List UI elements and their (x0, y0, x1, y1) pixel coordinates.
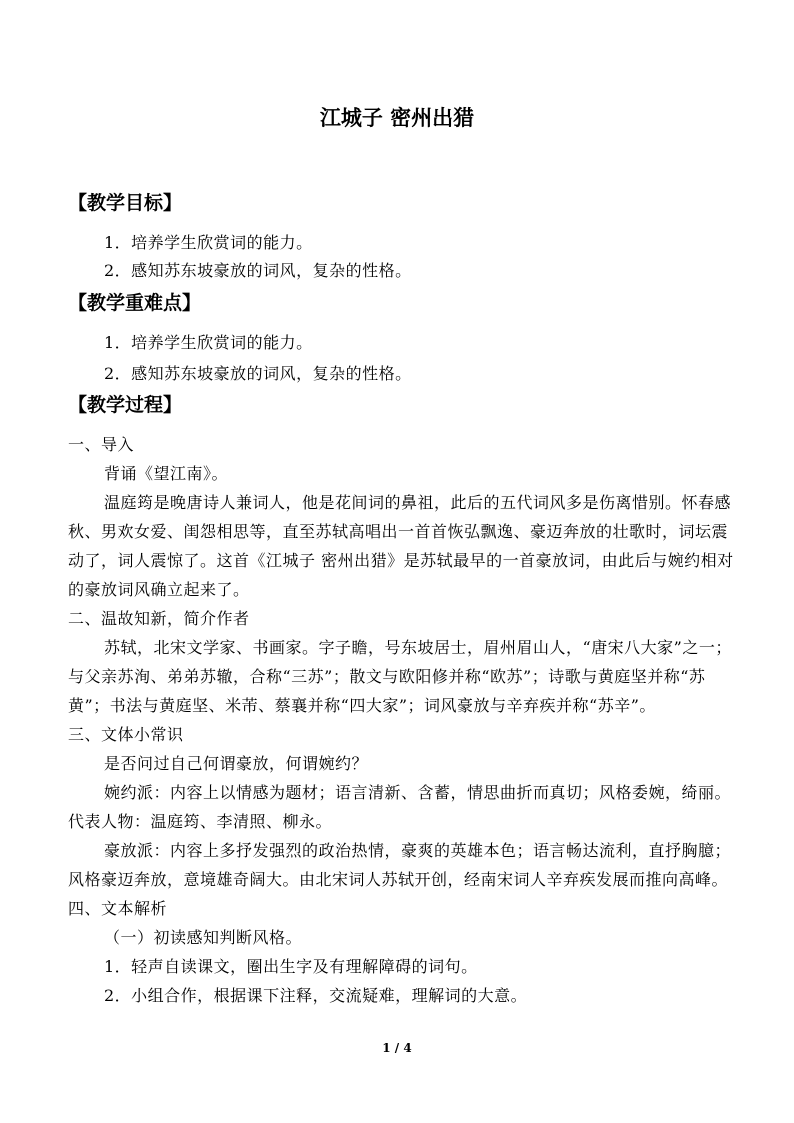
list-item: 2．感知苏东坡豪放的词风，复杂的性格。 (104, 364, 412, 383)
section-heading-key-points: 【教学重难点】 (68, 292, 202, 314)
subsection-heading-author: 二、温故知新，简介作者 (68, 609, 250, 628)
paragraph-line: 苏轼，北宋文学家、书画家。字子瞻，号东坡居士，眉州眉山人，“唐宋八大家”之一； (104, 638, 732, 657)
section-heading-goals: 【教学目标】 (68, 192, 183, 214)
list-item: 2．小组合作，根据课下注释，交流疑难，理解词的大意。 (104, 986, 528, 1005)
paragraph-line: 豪放派：内容上多抒发强烈的政治热情，豪爽的英雄本色；语言畅达流利，直抒胸臆； (104, 841, 732, 860)
paragraph-line: 风格豪迈奔放，意境雄奇阔大。由北宋词人苏轼开创，经南宋词人辛弃疾发展而推向高峰。 (68, 870, 729, 889)
subsection-heading-intro: 一、导入 (68, 435, 135, 454)
paragraph-line: （一）初读感知判断风格。 (104, 928, 303, 947)
paragraph-line: 代表人物：温庭筠、李清照、柳永。 (68, 812, 333, 831)
section-heading-process: 【教学过程】 (68, 394, 183, 416)
list-item: 1．轻声自读课文，圈出生字及有理解障碍的词句。 (104, 957, 478, 976)
subsection-heading-analysis: 四、文本解析 (68, 899, 168, 918)
page-number: 1 / 4 (382, 1041, 412, 1055)
paragraph-line: 秋、男欢女爱、闺怨相思等，直至苏轼高唱出一首首恢弘飘逸、豪迈奔放的壮歌时，词坛震 (68, 522, 729, 541)
paragraph-line: 动了，词人震惊了。这首《江城子 密州出猎》是苏轼最早的一首豪放词，由此后与婉约相对 (68, 551, 734, 570)
paragraph-line: 婉约派：内容上以情感为题材；语言清新、含蓄，情思曲折而真切；风格委婉，绮丽。 (104, 783, 732, 802)
list-item: 1．培养学生欣赏词的能力。 (104, 233, 313, 252)
paragraph-line: 是否问过自己何谓豪放，何谓婉约？ (104, 754, 369, 773)
document-title: 江城子 密州出猎 (319, 105, 475, 130)
subsection-heading-genre: 三、文体小常识 (68, 725, 184, 744)
paragraph-line: 的豪放词风确立起来了。 (68, 580, 250, 599)
paragraph-line: 黄”；书法与黄庭坚、米芾、蔡襄并称“四大家”；词风豪放与辛弃疾并称“苏辛”。 (68, 696, 656, 715)
list-item: 1．培养学生欣赏词的能力。 (104, 333, 313, 352)
list-item: 2．感知苏东坡豪放的词风，复杂的性格。 (104, 261, 412, 280)
paragraph-line: 与父亲苏洵、弟弟苏辙，合称“三苏”；散文与欧阳修并称“欧苏”；诗歌与黄庭坚并称“苏 (68, 667, 706, 686)
paragraph-line: 温庭筠是晚唐诗人兼词人，他是花间词的鼻祖，此后的五代词风多是伤离惜别。怀春感 (104, 493, 732, 512)
paragraph-line: 背诵《望江南》。 (104, 464, 229, 483)
